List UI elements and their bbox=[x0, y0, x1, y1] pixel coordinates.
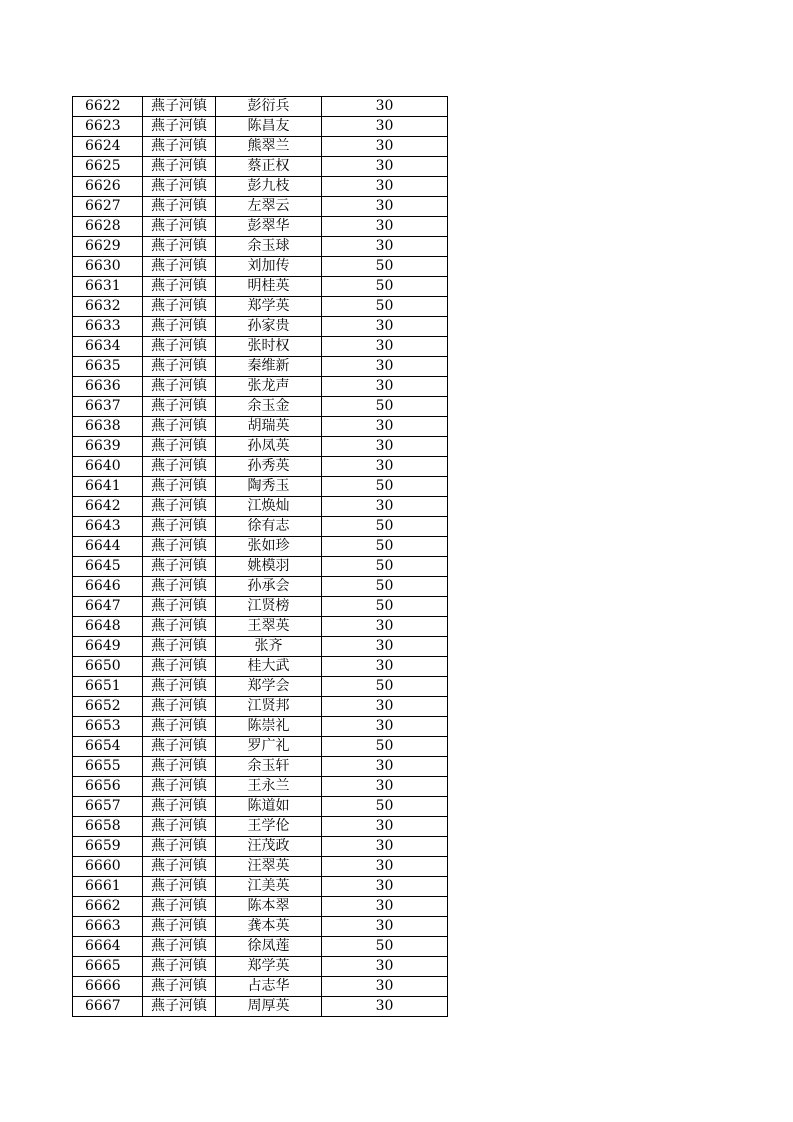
amount-cell: 30 bbox=[322, 197, 448, 217]
town-cell: 燕子河镇 bbox=[143, 977, 216, 997]
person-name-cell: 左翠云 bbox=[216, 197, 322, 217]
amount-cell: 30 bbox=[322, 357, 448, 377]
town-cell: 燕子河镇 bbox=[143, 457, 216, 477]
amount-cell: 30 bbox=[322, 177, 448, 197]
amount-cell: 30 bbox=[322, 617, 448, 637]
amount-cell: 30 bbox=[322, 377, 448, 397]
town-cell: 燕子河镇 bbox=[143, 737, 216, 757]
town-cell: 燕子河镇 bbox=[143, 157, 216, 177]
record-id-cell: 6640 bbox=[73, 457, 143, 477]
table-row bbox=[73, 557, 448, 577]
table-row bbox=[73, 837, 448, 857]
table-row bbox=[73, 357, 448, 377]
person-name-cell: 孙家贵 bbox=[216, 317, 322, 337]
person-name-cell: 姚模羽 bbox=[216, 557, 322, 577]
person-name-cell: 彭九枝 bbox=[216, 177, 322, 197]
record-id-cell: 6657 bbox=[73, 797, 143, 817]
town-cell: 燕子河镇 bbox=[143, 137, 216, 157]
person-name-cell: 孙秀英 bbox=[216, 457, 322, 477]
town-cell: 燕子河镇 bbox=[143, 837, 216, 857]
record-id-cell: 6629 bbox=[73, 237, 143, 257]
record-id-cell: 6659 bbox=[73, 837, 143, 857]
person-name-cell: 陈昌友 bbox=[216, 117, 322, 137]
town-cell: 燕子河镇 bbox=[143, 357, 216, 377]
amount-cell: 30 bbox=[322, 217, 448, 237]
record-id-cell: 6639 bbox=[73, 437, 143, 457]
record-id-cell: 6641 bbox=[73, 477, 143, 497]
person-name-cell: 郑学英 bbox=[216, 297, 322, 317]
table-row bbox=[73, 617, 448, 637]
table-row bbox=[73, 457, 448, 477]
table-row bbox=[73, 977, 448, 997]
amount-cell: 50 bbox=[322, 557, 448, 577]
table-row bbox=[73, 597, 448, 617]
amount-cell: 50 bbox=[322, 397, 448, 417]
person-name-cell: 张如珍 bbox=[216, 537, 322, 557]
record-id-cell: 6660 bbox=[73, 857, 143, 877]
amount-cell: 50 bbox=[322, 257, 448, 277]
record-id-cell: 6649 bbox=[73, 637, 143, 657]
record-id-cell: 6658 bbox=[73, 817, 143, 837]
person-name-cell: 孙凤英 bbox=[216, 437, 322, 457]
town-cell: 燕子河镇 bbox=[143, 817, 216, 837]
person-name-cell: 王永兰 bbox=[216, 777, 322, 797]
town-cell: 燕子河镇 bbox=[143, 757, 216, 777]
town-cell: 燕子河镇 bbox=[143, 197, 216, 217]
person-name-cell: 罗广礼 bbox=[216, 737, 322, 757]
record-id-cell: 6630 bbox=[73, 257, 143, 277]
person-name-cell: 徐有志 bbox=[216, 517, 322, 537]
amount-cell: 30 bbox=[322, 817, 448, 837]
town-cell: 燕子河镇 bbox=[143, 537, 216, 557]
amount-cell: 30 bbox=[322, 917, 448, 937]
table-row bbox=[73, 97, 448, 117]
table-row bbox=[73, 177, 448, 197]
amount-cell: 30 bbox=[322, 157, 448, 177]
table-row bbox=[73, 317, 448, 337]
person-name-cell: 熊翠兰 bbox=[216, 137, 322, 157]
amount-cell: 30 bbox=[322, 757, 448, 777]
amount-cell: 30 bbox=[322, 437, 448, 457]
town-cell: 燕子河镇 bbox=[143, 277, 216, 297]
table-row bbox=[73, 417, 448, 437]
amount-cell: 30 bbox=[322, 977, 448, 997]
person-name-cell: 桂大武 bbox=[216, 657, 322, 677]
table-row bbox=[73, 217, 448, 237]
amount-cell: 50 bbox=[322, 597, 448, 617]
town-cell: 燕子河镇 bbox=[143, 997, 216, 1017]
table-row bbox=[73, 757, 448, 777]
person-name-cell: 秦维新 bbox=[216, 357, 322, 377]
record-id-cell: 6626 bbox=[73, 177, 143, 197]
town-cell: 燕子河镇 bbox=[143, 477, 216, 497]
table-row bbox=[73, 917, 448, 937]
table-row bbox=[73, 237, 448, 257]
table-row bbox=[73, 877, 448, 897]
amount-cell: 50 bbox=[322, 517, 448, 537]
person-name-cell: 余玉轩 bbox=[216, 757, 322, 777]
amount-cell: 50 bbox=[322, 937, 448, 957]
town-cell: 燕子河镇 bbox=[143, 497, 216, 517]
person-name-cell: 刘加传 bbox=[216, 257, 322, 277]
person-name-cell: 汪翠英 bbox=[216, 857, 322, 877]
amount-cell: 30 bbox=[322, 697, 448, 717]
table-row bbox=[73, 477, 448, 497]
amount-cell: 50 bbox=[322, 737, 448, 757]
town-cell: 燕子河镇 bbox=[143, 797, 216, 817]
record-id-cell: 6662 bbox=[73, 897, 143, 917]
table-row bbox=[73, 377, 448, 397]
town-cell: 燕子河镇 bbox=[143, 517, 216, 537]
record-id-cell: 6634 bbox=[73, 337, 143, 357]
record-id-cell: 6635 bbox=[73, 357, 143, 377]
record-id-cell: 6638 bbox=[73, 417, 143, 437]
amount-cell: 30 bbox=[322, 97, 448, 117]
amount-cell: 30 bbox=[322, 457, 448, 477]
record-id-cell: 6661 bbox=[73, 877, 143, 897]
table-row bbox=[73, 157, 448, 177]
person-name-cell: 余玉球 bbox=[216, 237, 322, 257]
amount-cell: 30 bbox=[322, 117, 448, 137]
town-cell: 燕子河镇 bbox=[143, 717, 216, 737]
table-row bbox=[73, 897, 448, 917]
table-row bbox=[73, 137, 448, 157]
person-name-cell: 江美英 bbox=[216, 877, 322, 897]
town-cell: 燕子河镇 bbox=[143, 297, 216, 317]
person-name-cell: 周厚英 bbox=[216, 997, 322, 1017]
record-id-cell: 6651 bbox=[73, 677, 143, 697]
person-name-cell: 孙承会 bbox=[216, 577, 322, 597]
table-row bbox=[73, 197, 448, 217]
person-name-cell: 龚本英 bbox=[216, 917, 322, 937]
record-id-cell: 6636 bbox=[73, 377, 143, 397]
table-row bbox=[73, 677, 448, 697]
person-name-cell: 明桂英 bbox=[216, 277, 322, 297]
table-row bbox=[73, 797, 448, 817]
record-id-cell: 6627 bbox=[73, 197, 143, 217]
amount-cell: 50 bbox=[322, 297, 448, 317]
record-id-cell: 6654 bbox=[73, 737, 143, 757]
town-cell: 燕子河镇 bbox=[143, 317, 216, 337]
amount-cell: 30 bbox=[322, 137, 448, 157]
table-row bbox=[73, 117, 448, 137]
amount-cell: 30 bbox=[322, 837, 448, 857]
record-id-cell: 6648 bbox=[73, 617, 143, 637]
amount-cell: 30 bbox=[322, 777, 448, 797]
record-id-cell: 6637 bbox=[73, 397, 143, 417]
table-row bbox=[73, 997, 448, 1017]
person-name-cell: 彭翠华 bbox=[216, 217, 322, 237]
record-id-cell: 6650 bbox=[73, 657, 143, 677]
amount-cell: 50 bbox=[322, 797, 448, 817]
town-cell: 燕子河镇 bbox=[143, 617, 216, 637]
amount-cell: 30 bbox=[322, 957, 448, 977]
person-name-cell: 蔡正权 bbox=[216, 157, 322, 177]
person-name-cell: 郑学会 bbox=[216, 677, 322, 697]
person-name-cell: 陶秀玉 bbox=[216, 477, 322, 497]
town-cell: 燕子河镇 bbox=[143, 777, 216, 797]
record-id-cell: 6646 bbox=[73, 577, 143, 597]
record-id-cell: 6656 bbox=[73, 777, 143, 797]
town-cell: 燕子河镇 bbox=[143, 377, 216, 397]
person-name-cell: 张齐 bbox=[216, 637, 322, 657]
record-id-cell: 6628 bbox=[73, 217, 143, 237]
table-row bbox=[73, 717, 448, 737]
person-name-cell: 江贤邦 bbox=[216, 697, 322, 717]
town-cell: 燕子河镇 bbox=[143, 957, 216, 977]
town-cell: 燕子河镇 bbox=[143, 417, 216, 437]
amount-cell: 30 bbox=[322, 637, 448, 657]
town-cell: 燕子河镇 bbox=[143, 337, 216, 357]
table-row bbox=[73, 937, 448, 957]
town-cell: 燕子河镇 bbox=[143, 677, 216, 697]
table-row bbox=[73, 817, 448, 837]
amount-cell: 30 bbox=[322, 497, 448, 517]
town-cell: 燕子河镇 bbox=[143, 937, 216, 957]
town-cell: 燕子河镇 bbox=[143, 897, 216, 917]
person-name-cell: 张龙声 bbox=[216, 377, 322, 397]
town-cell: 燕子河镇 bbox=[143, 397, 216, 417]
records-table-body bbox=[73, 97, 448, 1017]
table-row bbox=[73, 697, 448, 717]
record-id-cell: 6633 bbox=[73, 317, 143, 337]
amount-cell: 50 bbox=[322, 677, 448, 697]
table-row bbox=[73, 777, 448, 797]
amount-cell: 50 bbox=[322, 477, 448, 497]
record-id-cell: 6624 bbox=[73, 137, 143, 157]
amount-cell: 30 bbox=[322, 417, 448, 437]
town-cell: 燕子河镇 bbox=[143, 177, 216, 197]
town-cell: 燕子河镇 bbox=[143, 577, 216, 597]
person-name-cell: 江贤榜 bbox=[216, 597, 322, 617]
person-name-cell: 彭衍兵 bbox=[216, 97, 322, 117]
table-row bbox=[73, 857, 448, 877]
person-name-cell: 陈道如 bbox=[216, 797, 322, 817]
record-id-cell: 6655 bbox=[73, 757, 143, 777]
town-cell: 燕子河镇 bbox=[143, 237, 216, 257]
person-name-cell: 徐凤莲 bbox=[216, 937, 322, 957]
table-row bbox=[73, 497, 448, 517]
record-id-cell: 6625 bbox=[73, 157, 143, 177]
amount-cell: 30 bbox=[322, 317, 448, 337]
record-id-cell: 6652 bbox=[73, 697, 143, 717]
amount-cell: 30 bbox=[322, 877, 448, 897]
person-name-cell: 余玉金 bbox=[216, 397, 322, 417]
amount-cell: 50 bbox=[322, 277, 448, 297]
town-cell: 燕子河镇 bbox=[143, 917, 216, 937]
table-row bbox=[73, 537, 448, 557]
record-id-cell: 6647 bbox=[73, 597, 143, 617]
person-name-cell: 占志华 bbox=[216, 977, 322, 997]
table-row bbox=[73, 297, 448, 317]
record-id-cell: 6642 bbox=[73, 497, 143, 517]
town-cell: 燕子河镇 bbox=[143, 877, 216, 897]
person-name-cell: 陈本翠 bbox=[216, 897, 322, 917]
table-row bbox=[73, 337, 448, 357]
table-row bbox=[73, 277, 448, 297]
record-id-cell: 6653 bbox=[73, 717, 143, 737]
record-id-cell: 6622 bbox=[73, 97, 143, 117]
person-name-cell: 汪茂政 bbox=[216, 837, 322, 857]
town-cell: 燕子河镇 bbox=[143, 557, 216, 577]
record-id-cell: 6632 bbox=[73, 297, 143, 317]
town-cell: 燕子河镇 bbox=[143, 437, 216, 457]
person-name-cell: 王翠英 bbox=[216, 617, 322, 637]
town-cell: 燕子河镇 bbox=[143, 597, 216, 617]
amount-cell: 30 bbox=[322, 237, 448, 257]
table-row bbox=[73, 517, 448, 537]
table-row bbox=[73, 437, 448, 457]
record-id-cell: 6631 bbox=[73, 277, 143, 297]
town-cell: 燕子河镇 bbox=[143, 857, 216, 877]
town-cell: 燕子河镇 bbox=[143, 637, 216, 657]
record-id-cell: 6667 bbox=[73, 997, 143, 1017]
record-id-cell: 6666 bbox=[73, 977, 143, 997]
person-name-cell: 张时权 bbox=[216, 337, 322, 357]
table-row bbox=[73, 577, 448, 597]
person-name-cell: 江焕灿 bbox=[216, 497, 322, 517]
table-row bbox=[73, 737, 448, 757]
amount-cell: 50 bbox=[322, 537, 448, 557]
town-cell: 燕子河镇 bbox=[143, 117, 216, 137]
record-id-cell: 6645 bbox=[73, 557, 143, 577]
amount-cell: 50 bbox=[322, 577, 448, 597]
amount-cell: 30 bbox=[322, 717, 448, 737]
record-id-cell: 6664 bbox=[73, 937, 143, 957]
table-row bbox=[73, 637, 448, 657]
person-name-cell: 郑学英 bbox=[216, 957, 322, 977]
amount-cell: 30 bbox=[322, 337, 448, 357]
amount-cell: 30 bbox=[322, 997, 448, 1017]
town-cell: 燕子河镇 bbox=[143, 657, 216, 677]
amount-cell: 30 bbox=[322, 657, 448, 677]
table-row bbox=[73, 257, 448, 277]
amount-cell: 30 bbox=[322, 857, 448, 877]
person-name-cell: 胡瑞英 bbox=[216, 417, 322, 437]
record-id-cell: 6644 bbox=[73, 537, 143, 557]
person-name-cell: 王学伦 bbox=[216, 817, 322, 837]
town-cell: 燕子河镇 bbox=[143, 97, 216, 117]
town-cell: 燕子河镇 bbox=[143, 697, 216, 717]
record-id-cell: 6643 bbox=[73, 517, 143, 537]
table-row bbox=[73, 957, 448, 977]
record-id-cell: 6623 bbox=[73, 117, 143, 137]
records-table bbox=[72, 96, 448, 1017]
record-id-cell: 6665 bbox=[73, 957, 143, 977]
amount-cell: 30 bbox=[322, 897, 448, 917]
record-id-cell: 6663 bbox=[73, 917, 143, 937]
town-cell: 燕子河镇 bbox=[143, 257, 216, 277]
person-name-cell: 陈崇礼 bbox=[216, 717, 322, 737]
table-row bbox=[73, 657, 448, 677]
town-cell: 燕子河镇 bbox=[143, 217, 216, 237]
table-row bbox=[73, 397, 448, 417]
